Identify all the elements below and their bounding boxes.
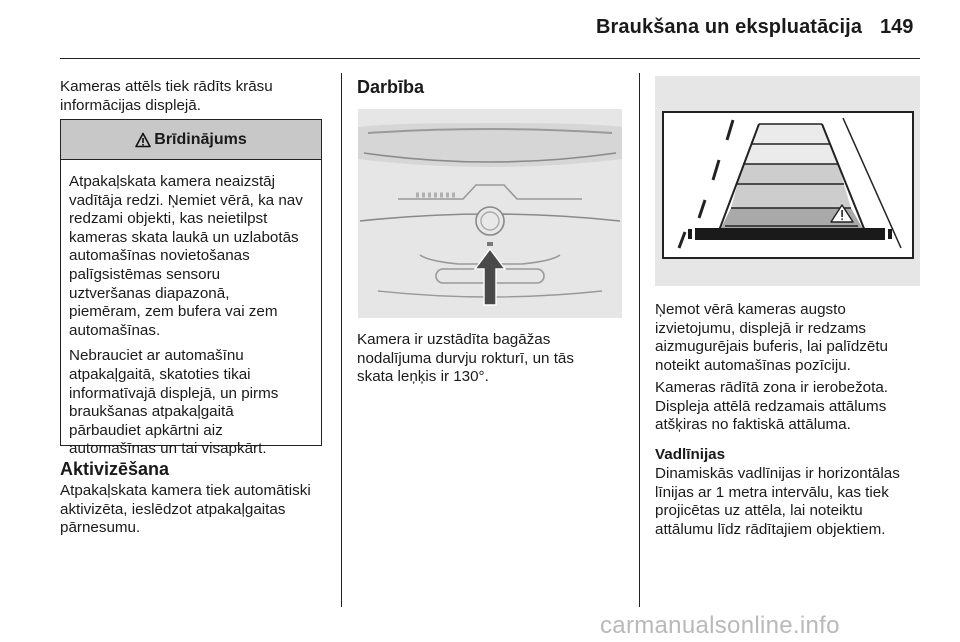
warning-title: Brīdinājums: [154, 130, 247, 148]
camera-caption: Kamera ir uzstādīta bagāžas nodalījuma durvju rokturī, un tās skata leņķis ir 130°.: [357, 331, 574, 386]
warning-body: [61, 160, 321, 459]
header-rule: [60, 58, 920, 59]
display-guidelines-illustration: [655, 76, 920, 286]
warning-triangle-icon: [135, 132, 151, 148]
column-divider-2: [639, 73, 640, 607]
warning-paragraph-1: Atpakaļskata kamera neaizstāj vadītāja redzi. Ņemiet vērā, ka nav redzami objekti, kas neietilpst kameras skata laukā un uzlabotās automašīnas novietošanas palīgsistēmas sensoru uztveršanas diapazonā, piemēram, zem bufera vai zem automašīnas.: [69, 173, 303, 339]
guidelines-heading: Vadlīnijas: [655, 446, 726, 463]
page-number: 149: [880, 16, 914, 38]
activation-text: Atpakaļskata kamera tiek automātiski aktivizēta, ieslēdzot atpakaļgaitas pārnesumu.: [60, 482, 311, 537]
warning-header: [61, 120, 321, 160]
camera-height-text: Ņemot vērā kameras augsto izvietojumu, displejā ir redzams aizmugurējais buferis, lai palīdzētu noteikt automašīnas pozīciju.: [655, 301, 888, 374]
camera-location-illustration: [358, 109, 622, 318]
operation-heading: Darbība: [357, 77, 425, 97]
guidelines-text: Dinamiskās vadlīnijas ir horizontālas līnijas ar 1 metra intervālu, kas tiek projicētas uz attēla, lai noteiktu attālumu līdz rādītajiem objektiem.: [655, 465, 900, 538]
header-title: Braukšana un ekspluatācija: [596, 16, 863, 38]
intro-text: Kameras attēls tiek rādīts krāsu informācijas displejā.: [60, 78, 273, 114]
warning-box: [60, 119, 322, 458]
camera-area-text: Kameras rādītā zona ir ierobežota. Displeja attēlā redzamais attālums atšķiras no faktiskā attāluma.: [655, 379, 888, 434]
warning-paragraph-2: Nebrauciet ar automašīnu atpakaļgaitā, skatoties tikai informatīvajā displejā, un pirms braukšanas atpakaļgaitā pārbaudiet apkārtni aiz automašīnas un tai visapkārt.: [69, 347, 279, 458]
column-divider-1: [341, 73, 342, 607]
activation-heading: Aktivizēšana: [60, 459, 170, 479]
watermark: carmanualsonline.info: [600, 612, 840, 639]
